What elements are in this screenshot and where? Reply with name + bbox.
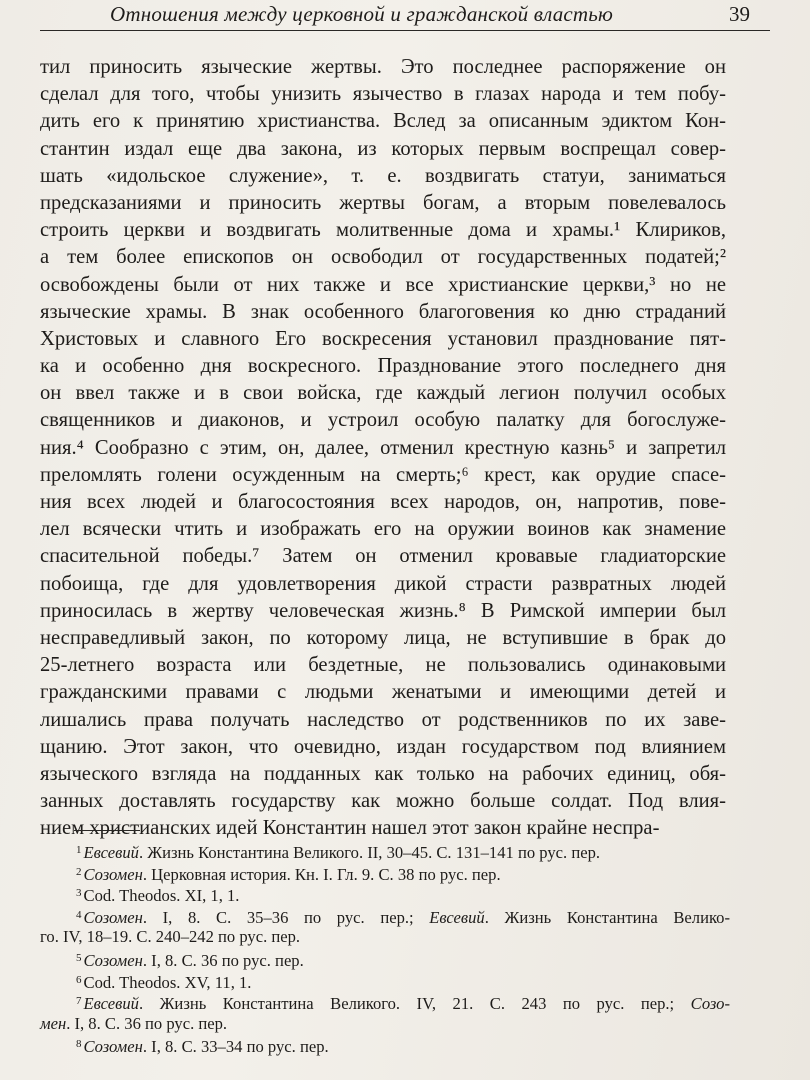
text-line: предсказаниями и приносить жертвы богам, а вторым повелевалось <box>40 191 726 214</box>
footnote-mark: 4 <box>76 908 82 921</box>
footnote-3 <box>40 883 730 905</box>
text-line: языческие храмы. В знак особенного благоговения ко дню страданий <box>40 300 726 323</box>
footnote-7 <box>40 991 730 1013</box>
text-line: лишались права получать наследство от родственников по их заве- <box>40 708 726 731</box>
text-line: шать «идольское служение», т. е. воздвигать статуи, заниматься <box>40 164 726 187</box>
text-line: он ввел также и в свои войска, где каждый легион получил особых <box>40 382 726 405</box>
footnote-separator <box>74 830 140 831</box>
footnote-text: . Жизнь Константина Великого. IV, 21. С. 243 по рус. пер.; <box>138 994 691 1014</box>
text-line: спасительной победы.⁷ Затем он отменил кровавые гладиаторские <box>40 545 726 568</box>
footnote-author-2: Созо- <box>690 994 730 1014</box>
text-line: стантин издал еще два закона, из которых первым воспрещал совер- <box>40 137 726 160</box>
footnote-author: Созомен <box>83 864 143 884</box>
text-line: гражданскими правами с людьми женатыми и имеющими детей и <box>40 681 726 704</box>
text-line: Христовых и славного Его воскресения установил празднование пят- <box>40 327 726 350</box>
text-line: ка и особенно дня воскресного. Празднование этого последнего дня <box>40 355 726 378</box>
footnote-author-2: Евсевий <box>429 907 485 927</box>
text-line: ния.⁴ Сообразно с этим, он, далее, отменил крестную казнь⁵ и запретил <box>40 436 726 459</box>
footnote-author: Евсевий <box>83 843 139 862</box>
main-text <box>40 54 726 842</box>
footnote-mark: 2 <box>76 865 82 878</box>
text-line: строить церкви и воздвигать молитвенные дома и храмы.¹ Клириков, <box>40 219 726 242</box>
text-line: сделал для того, чтобы унизить язычество в глазах народа и тем побу- <box>40 83 726 106</box>
footnote-text: . I, 8. С. 33–34 по рус. пер. <box>142 1037 329 1057</box>
text-line: преломлять голени осужденным на смерть;⁶ крест, как орудие спасе- <box>40 463 726 486</box>
footnote-mark: 3 <box>76 887 82 900</box>
text-line: ния всех людей и благосостояния всех народов, он, напротив, пове- <box>40 491 726 513</box>
footnote-author: Созомен <box>83 1037 143 1057</box>
text-line: тил приносить языческие жертвы. Это последнее распоряжение он <box>40 56 726 78</box>
text-line: нием христианских идей Константин нашел этот закон крайне неспра- <box>40 817 660 840</box>
footnote-text: . I, 8. С. 36 по рус. пер. <box>66 1013 228 1033</box>
footnote-mark: 8 <box>76 1038 82 1051</box>
footnote-8 <box>40 1034 730 1056</box>
footnote-4 <box>40 905 730 927</box>
footnote-mark: 1 <box>76 844 82 856</box>
footnotes <box>40 840 730 1056</box>
footnote-mark: 5 <box>76 951 82 964</box>
footnote-text: го. IV, 18–19. С. 240–242 по рус. пер. <box>40 927 301 947</box>
text-line: 25-летнего возраста или бездетные, не пользовались одинаковыми <box>40 654 726 677</box>
page-header <box>40 0 770 31</box>
text-line: дить его к принятию христианства. Вслед за описанным эдиктом Кон- <box>40 110 726 133</box>
footnote-mark: 6 <box>76 973 82 986</box>
footnote-mark: 7 <box>76 995 82 1008</box>
text-line: а тем более епископов он освободил от государственных податей;² <box>40 246 726 269</box>
text-line: священников и диаконов, и устроил особую палатку для богослуже- <box>40 409 726 432</box>
footnote-text: Cod. Theodos. XI, 1, 1. <box>83 886 240 906</box>
footnote-author: мен <box>40 1013 67 1033</box>
page-number: 39 <box>729 2 750 26</box>
footnote-2 <box>40 862 730 884</box>
footnote-author: Созомен <box>83 907 143 927</box>
text-line: побоища, где для удовлетворения дикой страсти развратных людей <box>40 572 726 595</box>
footnote-text-2: . Жизнь Константина Велико- <box>484 907 730 927</box>
footnote-6 <box>40 970 730 992</box>
footnote-text: Cod. Theodos. XV, 11, 1. <box>83 972 252 992</box>
footnote-text: . Жизнь Константина Великого. II, 30–45. С. 131–141 по рус. пер. <box>138 843 601 862</box>
text-line: щанию. Этот закон, что очевидно, издан государством под влиянием <box>40 735 726 758</box>
footnote-text: . I, 8. С. 35–36 по рус. пер.; <box>142 907 430 927</box>
footnote-text: . Церковная история. Кн. I. Гл. 9. С. 38 по рус. пер. <box>142 864 501 884</box>
footnote-author: Созомен <box>83 950 143 970</box>
text-line: занных доставлять государству как можно больше солдат. Под влия- <box>40 790 726 813</box>
text-line: освобождены были от них также и все христианские церкви,³ но не <box>40 273 726 296</box>
text-line: лел всячески чтить и изображать его на оружии воинов как знамение <box>40 518 726 541</box>
footnote-7-continued <box>40 1013 730 1035</box>
running-title: Отношения между церковной и гражданской властью <box>110 2 614 26</box>
footnote-author: Евсевий <box>83 994 139 1014</box>
text-line: языческого взгляда на подданных как только на рабочих единиц, обя- <box>40 762 726 785</box>
footnote-4-continued <box>40 926 730 948</box>
footnote-5 <box>40 948 730 970</box>
text-line: несправедливый закон, по которому лица, не вступившие в брак до <box>40 626 726 649</box>
footnote-1 <box>40 840 730 862</box>
footnote-text: . I, 8. С. 36 по рус. пер. <box>142 950 304 970</box>
text-line: приносилась в жертву человеческая жизнь.⁸ В Римской империи был <box>40 599 726 622</box>
